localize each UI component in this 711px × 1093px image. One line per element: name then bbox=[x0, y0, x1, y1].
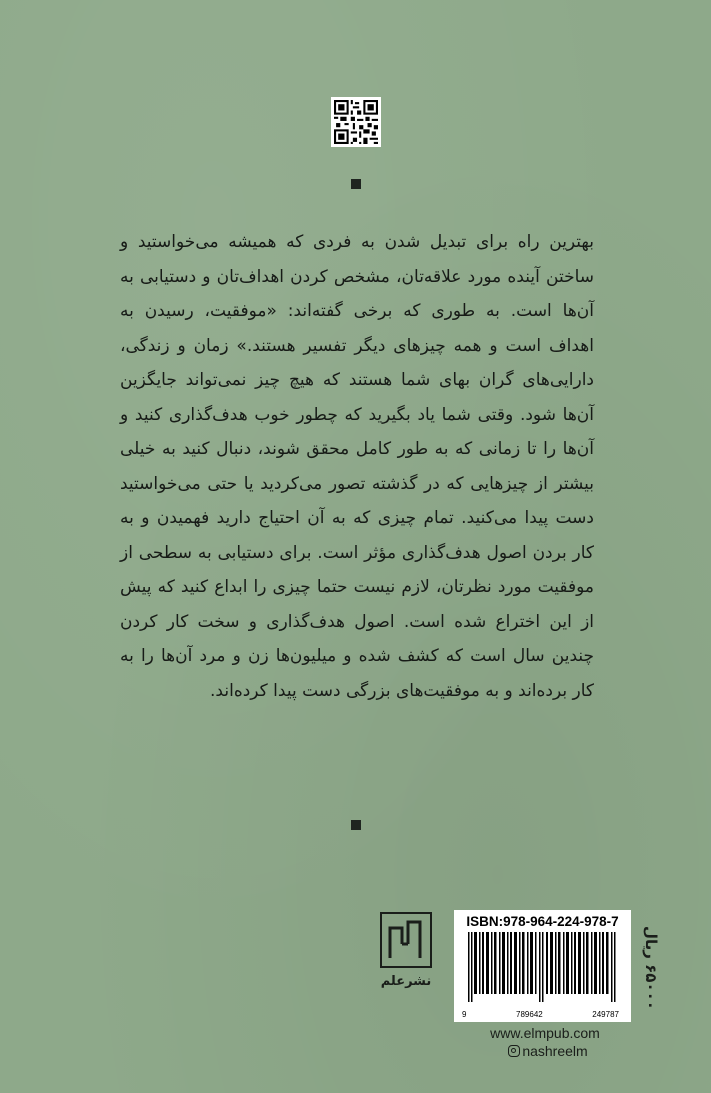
book-logo-icon bbox=[380, 912, 432, 968]
barcode-digits: 9 789642 249787 bbox=[462, 1010, 619, 1019]
decorative-square-top bbox=[351, 179, 361, 189]
price-label: ۶۵۰۰۰ ریال bbox=[642, 926, 660, 1010]
instagram-icon bbox=[508, 1045, 520, 1057]
publisher-website-link[interactable]: www.elmpub.com bbox=[490, 1025, 600, 1041]
decorative-square-bottom bbox=[351, 820, 361, 830]
instagram-handle[interactable]: nashreelm bbox=[488, 1043, 608, 1059]
publisher-logo bbox=[378, 912, 434, 1002]
isbn-barcode bbox=[454, 910, 631, 1022]
qr-code-icon bbox=[334, 100, 378, 144]
qr-code[interactable] bbox=[331, 97, 381, 147]
publisher-name: نشرعلم bbox=[380, 974, 432, 989]
barcode-icon bbox=[460, 932, 625, 1006]
back-cover-blurb bbox=[120, 225, 594, 708]
blurb-paragraph: بهترین راه برای تبدیل شدن به فردی که همیشه می‌خواستید و ساختن آینده مورد علاقه‌تان، مشخص کردن اهداف‌تان و دستیابی به آن‌ها است. به طوری که برخی گفته‌اند: «موفقیت، رسیدن به اهداف است و همه چیزهای دیگر تفسیر هستند.» زمان و زندگی، دارایی‌های گران بهای شما هستند که هیچ چیز نمی‌تواند جایگزین آن‌ها شود. وقتی شما یاد بگیرید که چطور خوب هدف‌گذاری کنید و آن‌ها را تا زمانی که به طور کامل محقق شوند، دنبال کنید به خیلی بیشتر از چیزهایی که در گذشته تصور می‌کردید یا حتی می‌خواستید دست پیدا می‌کنید. تمام چیزی که به آن احتیاج دارید فهمیدن و به کار بردن اصول هدف‌گذاری مؤثر است. برای دستیابی به سطحی از موفقیت مورد نظرتان، لازم نیست حتما چیزی را ابداع کنید که پیش از این اختراع شده است. اصول هدف‌گذاری و سخت کار کردن چندین سال است که کشف شده و میلیون‌ها زن و مرد آن‌ها را به کار برده‌اند و به موفقیت‌های بزرگی دست پیدا کرده‌اند. bbox=[120, 232, 595, 701]
isbn-number: ISBN:978-964-224-978-7 bbox=[466, 914, 619, 929]
